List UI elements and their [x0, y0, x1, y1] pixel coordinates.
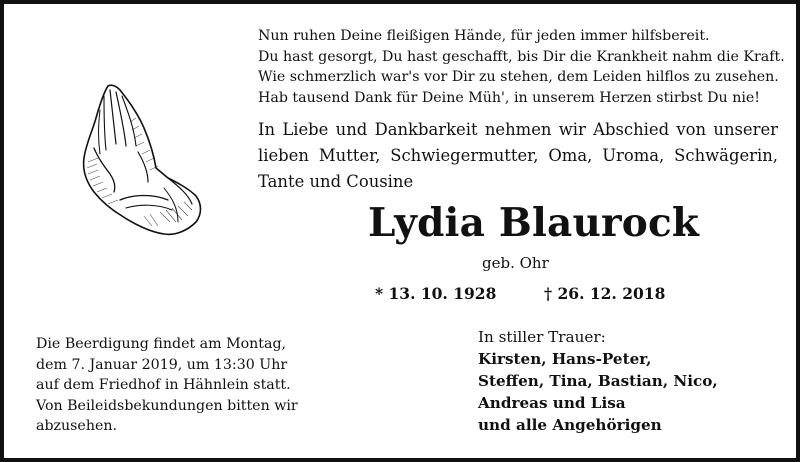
- funeral-notice: [36, 334, 302, 437]
- deceased-name: Lydia Blaurock: [368, 200, 700, 246]
- funeral-line: abzusehen.: [36, 418, 118, 435]
- praying-hands-icon: [64, 82, 206, 240]
- poem: [258, 26, 785, 108]
- mourners-line: und alle Angehörigen: [478, 416, 662, 434]
- farewell-text: In Liebe und Dankbarkeit nehmen wir Abschied von unserer lieben Mutter, Schwiegermutter, Oma, Uroma, Schwägerin, Tante und Cousine: [258, 120, 778, 191]
- death-date: † 26. 12. 2018: [544, 284, 666, 303]
- funeral-line: auf dem Friedhof in Hähnlein statt.: [36, 377, 291, 394]
- funeral-line: Die Beerdigung findet am Montag,: [36, 336, 287, 352]
- mourners-heading: In stiller Trauer:: [478, 328, 606, 346]
- poem-line: Wie schmerzlich war's vor Dir zu stehen, dem Leiden hilflos zu zusehen.: [258, 69, 779, 85]
- poem-line: Nun ruhen Deine fleißigen Hände, für jeden immer hilfsbereit.: [258, 28, 710, 44]
- mourners-block: [478, 326, 778, 436]
- funeral-line: dem 7. Januar 2019, um 13:30 Uhr: [36, 356, 288, 373]
- mourners-line: Kirsten, Hans-Peter,: [478, 350, 652, 368]
- poem-line: Du hast gesorgt, Du hast geschafft, bis Dir die Krankheit nahm die Kraft.: [258, 48, 785, 65]
- birth-date: * 13. 10. 1928: [375, 284, 497, 303]
- mourners-line: Steffen, Tina, Bastian, Nico,: [478, 372, 718, 390]
- funeral-line: Von Beileidsbekundungen bitten wir: [36, 397, 298, 414]
- mourners-line: Andreas und Lisa: [478, 394, 626, 412]
- maiden-name: geb. Ohr: [482, 254, 549, 272]
- poem-line: Hab tausend Dank für Deine Müh', in unserem Herzen stirbst Du nie!: [258, 89, 760, 106]
- mourners-list: [478, 348, 778, 436]
